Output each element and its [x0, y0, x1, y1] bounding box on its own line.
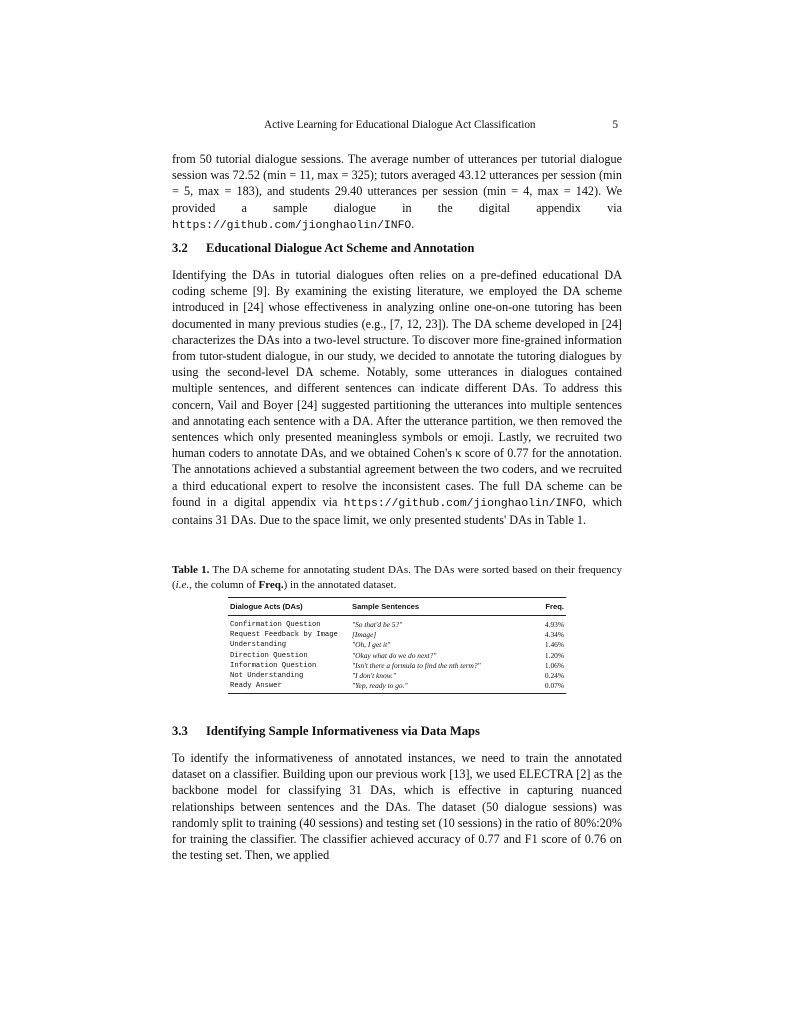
freq-cell: 1.46% [544, 640, 564, 650]
dialogue-act-cell: Information Question [230, 661, 317, 670]
table-caption-text-3: ) in the annotated dataset. [283, 578, 397, 591]
table-caption [172, 563, 622, 592]
table-row [228, 651, 566, 661]
scheme-appendix-link[interactable]: https://github.com/jionghaolin/INFO [343, 497, 583, 510]
running-title: Active Learning for Educational Dialogue Act Classification [264, 119, 536, 131]
freq-cell: 0.24% [544, 671, 564, 681]
freq-cell: 4.34% [544, 630, 564, 640]
column-header-acts: Dialogue Acts (DAs) [228, 598, 350, 616]
section-3-2-paragraph [172, 267, 622, 528]
dialogue-act-cell: Confirmation Question [230, 621, 321, 629]
dialogue-acts-table [228, 597, 566, 694]
appendix-link[interactable]: https://github.com/jionghaolin/INFO [172, 219, 412, 232]
table-row [228, 661, 566, 671]
sample-sentence-cell: "Isn't there a formula to find the nth term?" [352, 660, 481, 670]
dialogue-act-cell: Ready Answer [228, 681, 350, 694]
table-caption-ie: i.e. [175, 578, 190, 591]
section-3-2-text: Identifying the DAs in tutorial dialogues often relies on a pre-defined educational DA coding scheme [9]. By examining the existing literature, we employed the DA scheme introduced in [24] whose effectiveness in analyzing online one-on-one tutoring has been documented in many previous studies (e.g., [7, 12, 23]). The DA scheme developed in [24] characterizes the DAs into a two-level structure. To discover more fine-grained information from tutor-student dialogue, in our study, we decided to annotate the tutoring dialogues by using the second-level DA scheme. Notably, some utterances in dialogues contained multiple sentences, and different sentences can indicate different DAs. To address this concern, Vail and Boyer [24] suggested partitioning the utterances into multiple sentences and annotating each sentence with a DA. After the utterance partition, we then removed the sentences which only presented meaningless symbols or emoji. Lastly, we recruited two human coders to annotate DAs, and we obtained Cohen's κ score of 0.77 for the annotation. The annotations achieved a substantial agreement between the two coders, and we recruited a third educational expert to resolve the inconsistent cases. The full DA scheme can be found in a digital appendix via [172, 268, 622, 509]
freq-cell: 4.93% [544, 620, 564, 629]
table-row [228, 630, 566, 640]
section-number: 3.2 [172, 241, 188, 255]
table-row [228, 671, 566, 681]
sample-sentence-cell: "I don't know." [352, 671, 396, 681]
sample-sentence-cell: "Yep, ready to go." [350, 681, 528, 694]
table-row [228, 616, 566, 631]
column-header-sentences: Sample Sentences [350, 598, 528, 616]
freq-cell: 1.20% [544, 650, 564, 660]
dialogue-act-cell: Request Feedback by Image [230, 631, 338, 640]
dialogue-act-cell: Not Understanding [230, 672, 304, 681]
freq-cell: 0.07% [528, 681, 566, 694]
running-header [172, 119, 622, 135]
table-caption-text-2: , the column of [189, 578, 259, 591]
table-caption-text: The DA scheme for annotating student DAs. The DAs were sorted based on their frequency ( [172, 564, 622, 591]
intro-paragraph [172, 151, 622, 234]
sample-sentence-cell: "Okay what do we do next?" [352, 650, 437, 660]
page-number: 5 [612, 119, 618, 131]
section-3-3-paragraph: To identify the informativeness of annotated instances, we need to train the annotated dataset on a classifier. Building upon our previous work [13], we used ELECTRA [2] as the backbone model for classifying 31 DAs, which is effective in capturing nuanced relationships between sentences and the DAs. The dataset (50 dialogue sessions) was randomly split to training (40 sessions) and testing set (10 sessions) in the ratio of 80%:20% for training the classifier. The classifier achieved accuracy of 0.77 and F1 score of 0.76 on the testing set. Then, we applied [172, 751, 622, 863]
table-caption-bold: Freq. [258, 578, 284, 591]
section-number: 3.3 [172, 724, 188, 738]
sample-sentence-cell: [Image] [352, 630, 377, 640]
intro-paragraph-text: from 50 tutorial dialogue sessions. The average number of utterances per tutorial dialogue session was 72.52 (min = 11, max = 325); tutors averaged 43.12 utterances per session (min = 5, max = 183), and students 29.40 utterances per session (min = 4, max = 142). We provided a sample dialogue in the digital appendix via [172, 152, 622, 215]
section-heading-3-2 [172, 241, 474, 256]
freq-cell: 1.06% [544, 660, 564, 670]
column-header-freq: Freq. [528, 598, 566, 616]
sample-sentence-cell: "So that'd be 5?" [352, 620, 403, 629]
sample-sentence-cell: "Oh, I get it" [352, 640, 391, 650]
table-row [228, 640, 566, 650]
section-title: Identifying Sample Informativeness via Data Maps [206, 724, 480, 738]
section-title: Educational Dialogue Act Scheme and Annotation [206, 241, 475, 255]
dialogue-act-cell: Understanding [230, 641, 287, 650]
section-heading-3-3 [172, 724, 480, 739]
dialogue-act-cell: Direction Question [230, 651, 308, 660]
intro-paragraph-tail: . [411, 216, 415, 231]
table-header-row [228, 598, 566, 616]
section-3-2-text-end: , which contains 31 DAs. Due to the space limit, we only presented students' DAs in Table 1. [172, 494, 622, 528]
table-caption-label: Table 1. [172, 564, 210, 576]
table-row [228, 681, 566, 694]
